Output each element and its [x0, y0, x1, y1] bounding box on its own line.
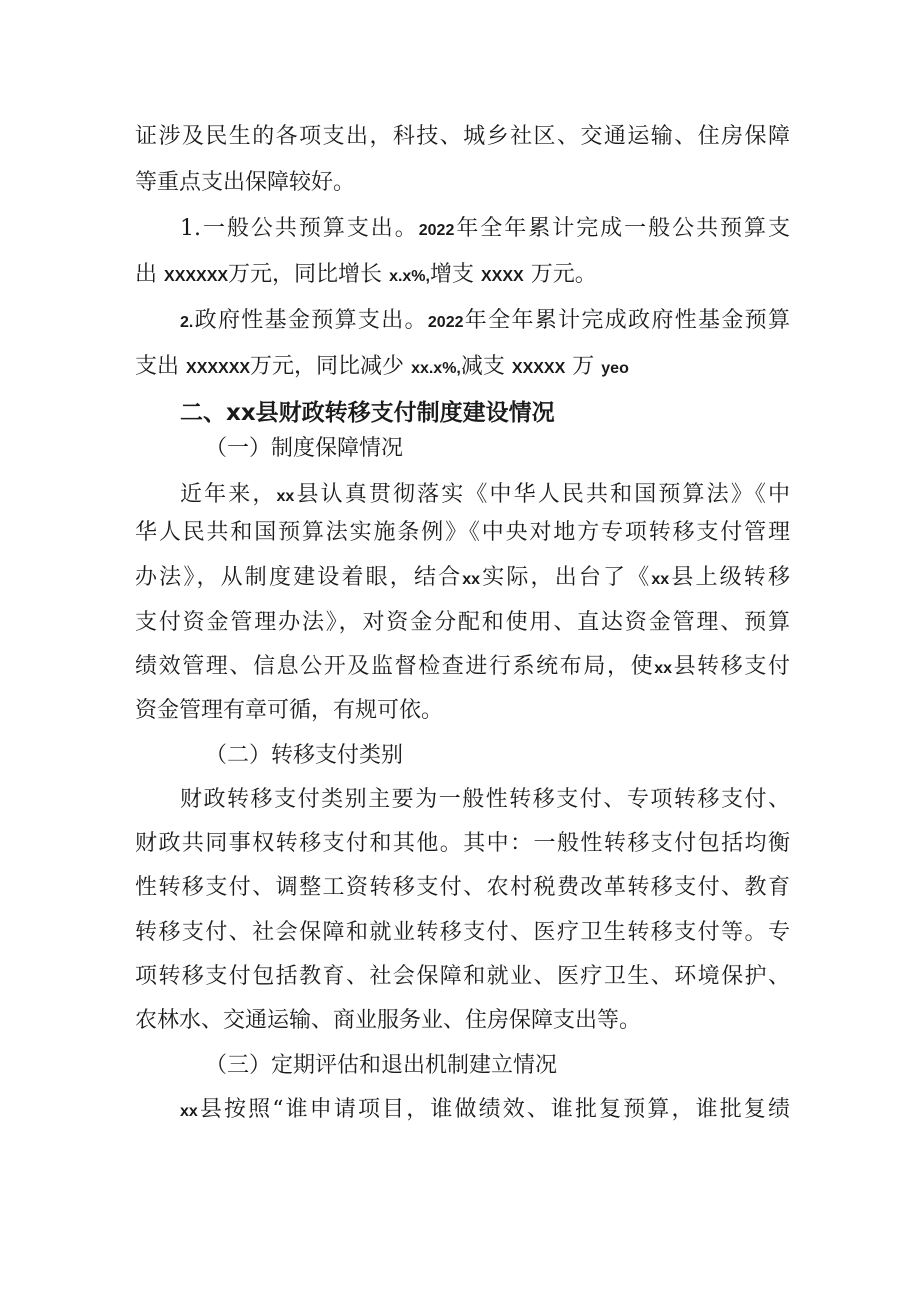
subsection-heading: （二）转移支付类别	[205, 743, 404, 768]
body-line: 证涉及民生的各项支出，科技、城乡社区、交通运输、住房保障	[135, 124, 790, 149]
body-line: 办法》，从制度建设着眼，结合xx实际，出台了《xx县上级转移	[135, 565, 790, 590]
body-line: 性转移支付、调整工资转移支付、农村税费改革转移支付、教育	[135, 875, 790, 900]
subsection-heading: （三）定期评估和退出机制建立情况	[205, 1053, 558, 1078]
section-heading: 二、xx县财政转移支付制度建设情况	[180, 400, 555, 426]
body-line: xx县按照“谁申请项目，谁做绩效、谁批复预算，谁批复绩	[180, 1097, 790, 1122]
body-line: 1.一般公共预算支出。2022年全年累计完成一般公共预算支	[180, 216, 790, 241]
body-line: 财政转移支付类别主要为一般性转移支付、专项转移支付、	[180, 787, 790, 812]
body-line: 转移支付、社会保障和就业转移支付、医疗卫生转移支付等。专	[135, 920, 790, 945]
body-line: 财政共同事权转移支付和其他。其中：一般性转移支付包括均衡	[135, 831, 790, 856]
body-line: 支付资金管理办法》，对资金分配和使用、直达资金管理、预算	[135, 610, 790, 635]
body-line: 2.政府性基金预算支出。2022年全年累计完成政府性基金预算	[180, 308, 790, 333]
body-line: 等重点支出保障较好。	[135, 170, 356, 195]
body-line: 资金管理有章可循，有规可依。	[135, 698, 444, 723]
body-line: 农林水、交通运输、商业服务业、住房保障支出等。	[135, 1008, 642, 1033]
body-line: 华人民共和国预算法实施条例》《中央对地方专项转移支付管理	[135, 520, 790, 545]
body-line: 绩效管理、信息公开及监督检查进行系统布局，使xx县转移支付	[135, 654, 790, 679]
body-line: 近年来，xx县认真贯彻落实《中华人民共和国预算法》《中	[180, 482, 790, 507]
body-line: 支出 XXXXXX万元，同比减少 xx.x%,减支 XXXXX 万 yeo	[135, 354, 629, 379]
body-line: 出 XXXXXX万元，同比增长 x.x%,增支 XXXX 万元。	[135, 262, 597, 287]
body-line: 项转移支付包括教育、社会保障和就业、医疗卫生、环境保护、	[135, 964, 790, 989]
subsection-heading: （一）制度保障情况	[205, 436, 404, 461]
